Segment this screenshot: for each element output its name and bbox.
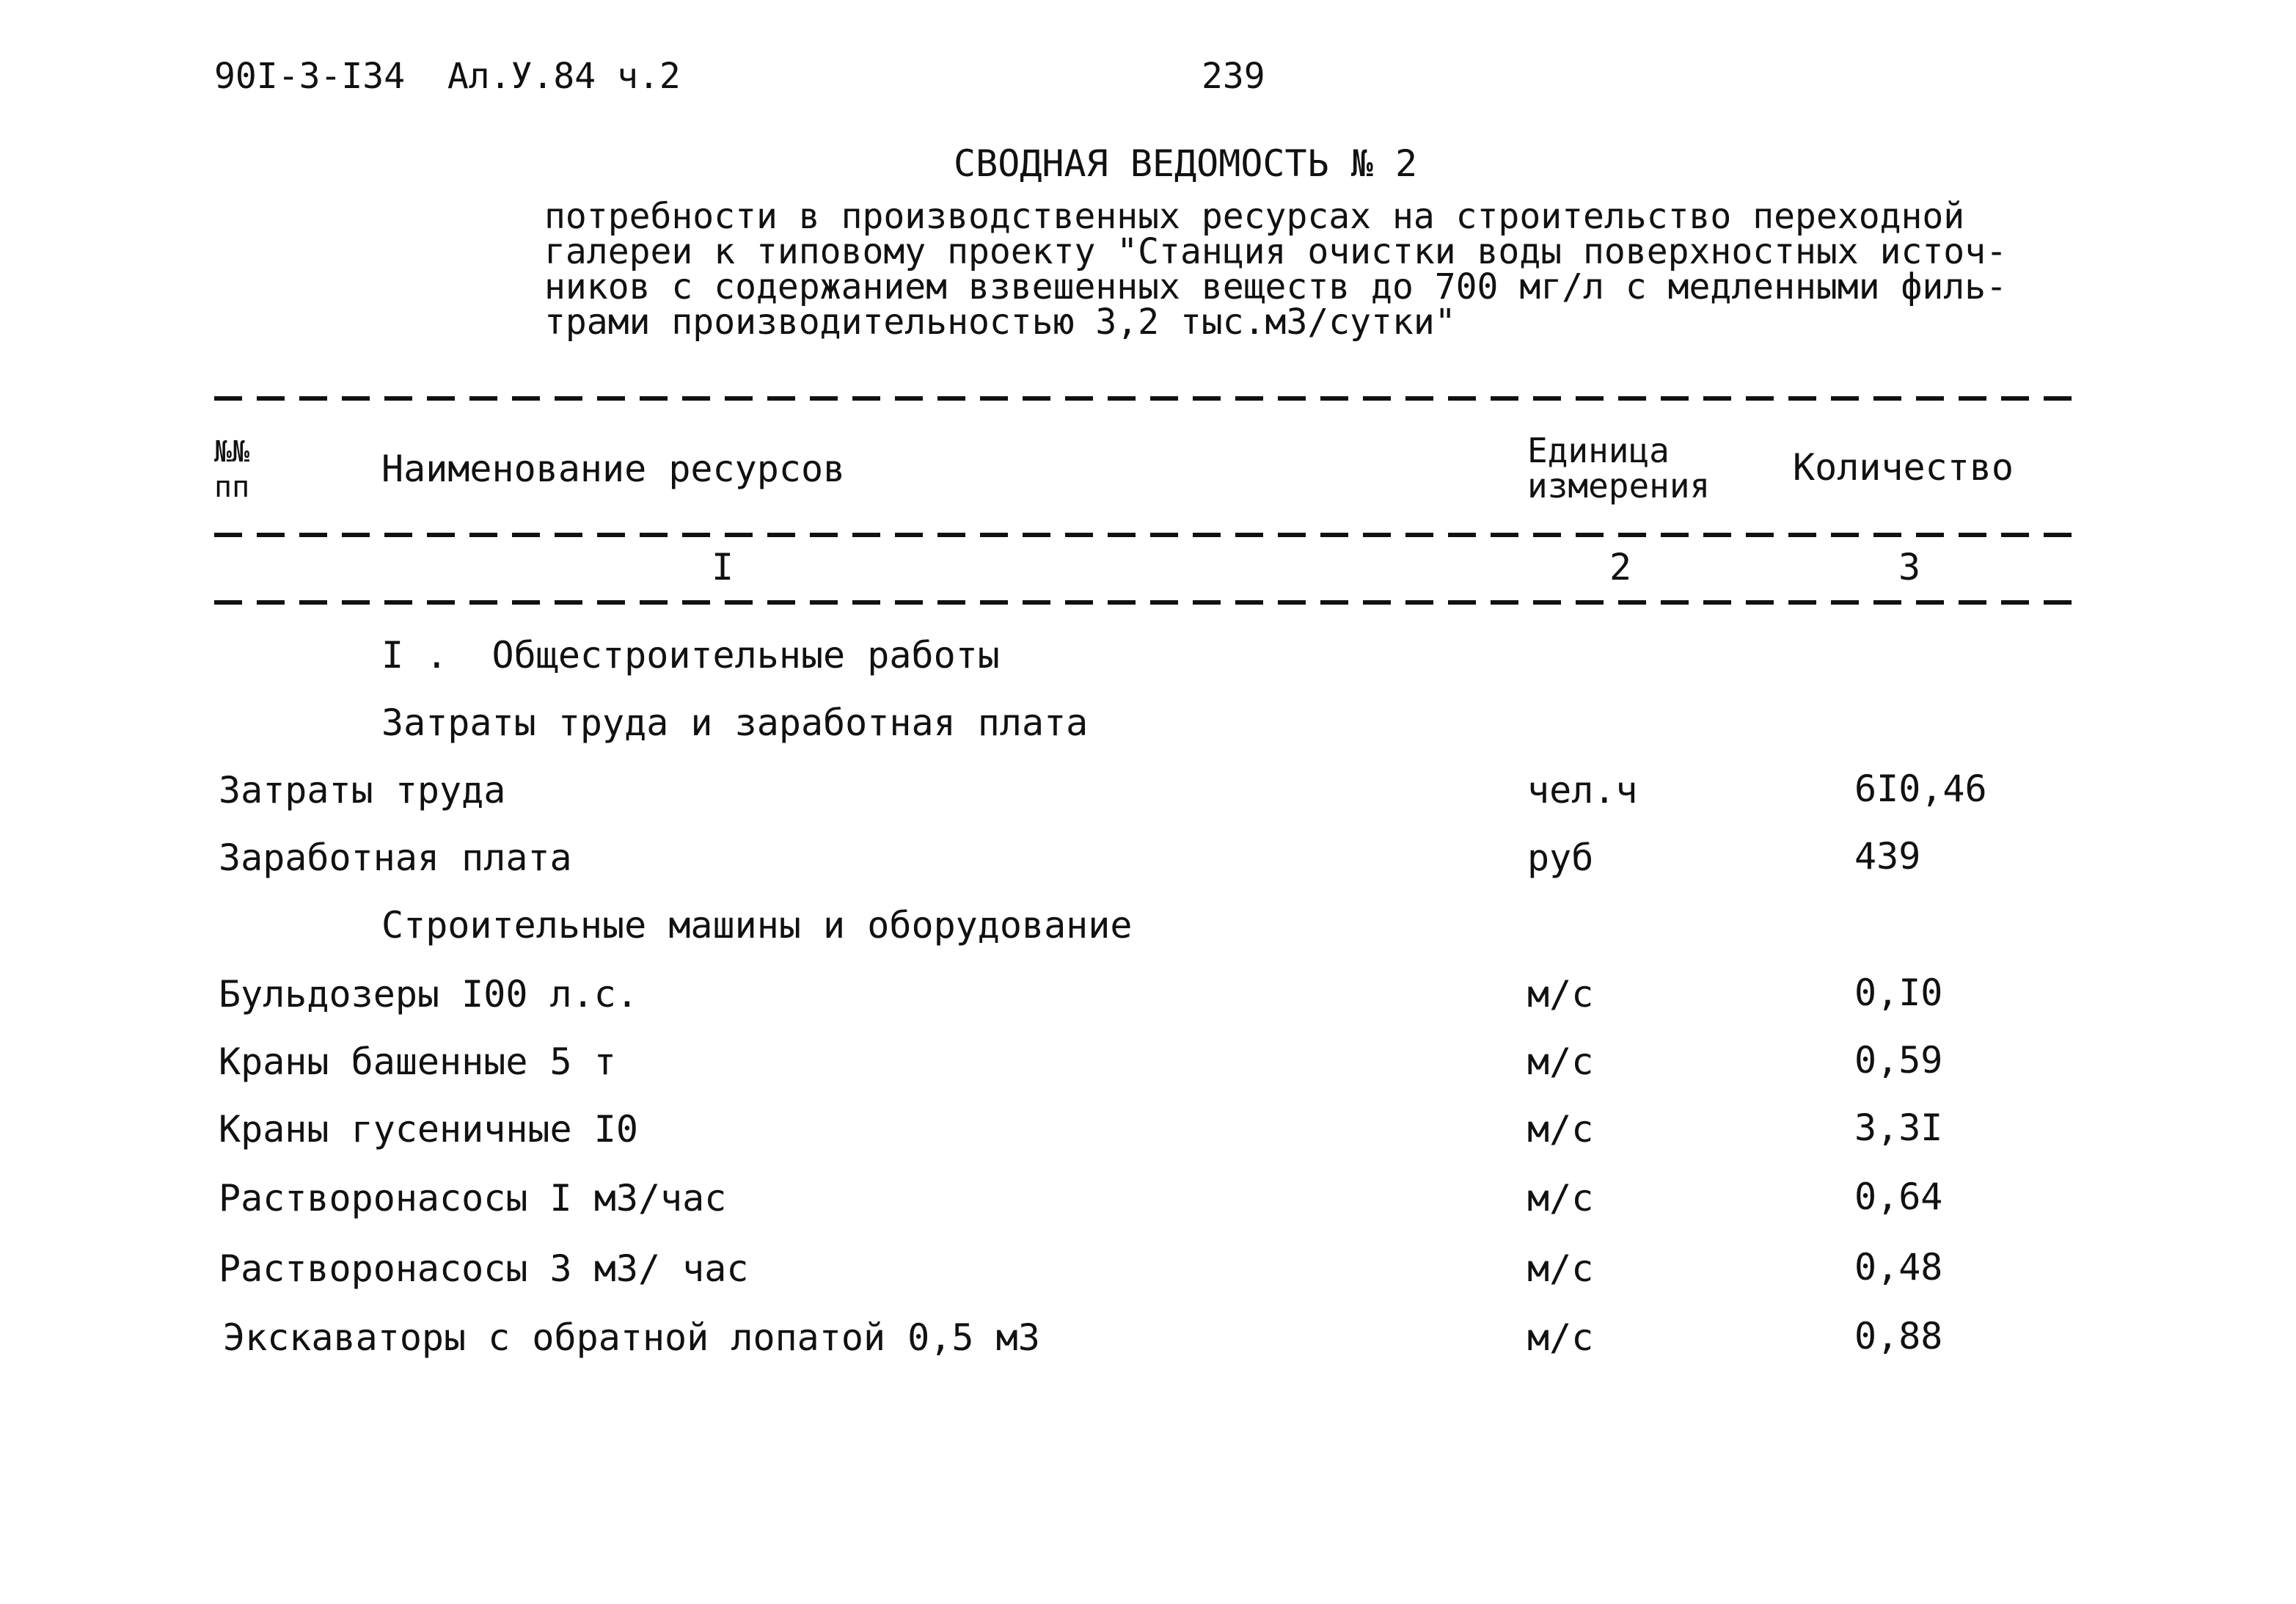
page-number: 239 [1202,56,1265,97]
resource-qty: 0,I0 [1854,971,1943,1014]
page-title: СВОДНАЯ ВЕДОМОСТЬ № 2 [954,142,1418,185]
resource-unit: м/с [1527,1108,1594,1151]
resource-name: Затраты труда [219,769,506,812]
resource-unit: руб [1527,836,1594,879]
resource-name: Краны гусеничные I0 [219,1108,638,1151]
resource-unit: чел.ч [1527,769,1638,812]
resource-unit: м/с [1527,1247,1594,1290]
resource-name: Растворонасосы 3 м3/ час [219,1247,749,1290]
column-header-name: Наименование ресурсов [381,448,846,490]
column-number: I [712,546,734,588]
table-divider [214,600,2085,605]
section-title: I . Общестроительные работы [381,634,1000,677]
resource-qty: 439 [1854,835,1921,878]
group-heading: Строительные машины и оборудование [381,904,1133,947]
resource-qty: 0,88 [1854,1315,1943,1357]
resource-name: Растворонасосы I м3/час [219,1177,727,1220]
document-code: 90I-3-I34 Ал.У.84 ч.2 [214,56,681,97]
resource-unit: м/с [1527,1040,1594,1083]
resource-name: Краны башенные 5 т [219,1040,616,1083]
resource-name: Заработная плата [219,836,572,879]
subtitle-line: галереи к типовому проекту "Станция очистки воды поверхностных источ- [544,231,2007,272]
table-divider [214,533,2085,537]
resource-unit: м/с [1527,1316,1594,1359]
subtitle-line: потребности в производственных ресурсах на строительство переходной [544,196,1965,237]
resource-qty: 0,48 [1854,1246,1943,1288]
resource-unit: м/с [1527,1177,1594,1220]
resource-qty: 3,3I [1854,1107,1943,1149]
column-header-unit: Единица измерения [1527,431,1711,506]
group-heading: Затраты труда и заработная плата [381,701,1089,744]
column-number: 3 [1898,546,1921,588]
resource-qty: 0,59 [1854,1039,1943,1082]
column-number: 2 [1609,546,1632,588]
column-header-qty: Количество [1793,446,2014,489]
resource-qty: 6I0,46 [1854,768,1987,810]
column-header-num: №№ пп [214,435,250,504]
resource-name: Экскаваторы с обратной лопатой 0,5 м3 [223,1316,1040,1359]
subtitle-line: ников с содержанием взвешенных веществ до 700 мг/л с медленными филь- [544,266,2007,307]
table-divider [214,396,2085,401]
subtitle-line: трами производительностью 3,2 тыс.м3/сутки" [544,302,1456,343]
resource-unit: м/с [1527,973,1594,1016]
resource-qty: 0,64 [1854,1175,1943,1218]
resource-name: Бульдозеры I00 л.с. [219,973,638,1016]
